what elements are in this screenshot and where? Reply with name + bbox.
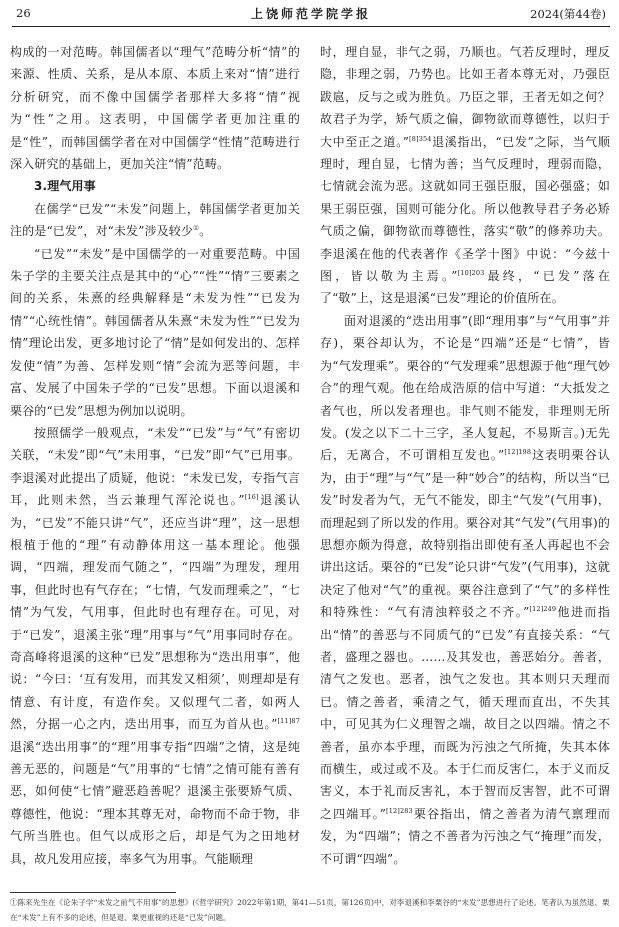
paragraph (10, 198, 300, 243)
citation-ref[interactable]: [12]249 (529, 605, 557, 614)
left-column (10, 41, 300, 870)
citation-ref[interactable]: [12]198 (504, 448, 532, 457)
page-number: 26 (16, 6, 31, 20)
paragraph-text: 退溪指出，“已发”之际，当气顺理时，理自显，七情为善；当气反理时，理弱而隐，七情就会流为恶。这就如同王强臣服，国必强盛；如果王弱臣强，国则可能分化。所以他教导君子务必矫气质之偏，御物欲而尊德性，落实“敬”的修养功夫。李退溪在他的代表著作《圣学十图》中说：“今兹十图，皆以敬为主焉。” (320, 134, 610, 284)
paragraph-text: 面对退溪的“迭出用事”(即“理用事”与“气用事”并存)，栗谷却认为，不论是“四端”还是“七情”，皆为“气发理乘”。栗谷的“气发理乘”思想源于他“理气妙合”的理气观。他在给成浩原的信中写道：“大抵发之者气也，所以发者理也。非气则不能发，非理则无所发。(发之以下二十三字，圣人复起，不易斯言。)无先后，无离合，不可谓相互发也。” (320, 313, 610, 463)
paragraph-text: 退溪认为，“已发”不能只讲“气”，还应当讲“理”，这一思想根植于他的“理”有动静体用这一基本理论。他强调，“四端，理发而气随之”，“四端”为理发，理用事，但此时也有气存在；“七情，气发而理乘之”，“七情”为气发，气用事，但此时也有理存在。可见，对于“已发”，退溪主张“理”用事与“气”用事同时存在。奇高峰将退溪的这种“已发”思想称为“迭出用事”，他说：“今曰：‘互有发用，而其发又相须’，则理却是有情意、有计度，有造作矣。又似理气二者，如两人然，分据一心之内，迭出用事，而互为首从也。” (10, 493, 301, 732)
paragraph-text: 最终，“已发”落在了“敬”上，这是退溪“已发”理论的价值所在。 (320, 269, 611, 306)
section-heading: 3.理气用事 (34, 179, 96, 194)
year-volume: 2024(第44卷) (530, 7, 606, 21)
paragraph-text: 在儒学“已发”“未发”问题上，韩国儒学者更加关注的是“已发”，对“未发”涉及较少 (10, 201, 300, 239)
footnote: ①陈来先生在《论朱子学“未发之前气不用事”的思想》(《哲学研究》2022年第1期，第41—51页，第126页)中，对李退溪和李栗谷的“未发”思想进行了论述。笔者认为虽然退、栗在“未发”上有不多的论述，但是退、栗更重视的还是“已发”问题。 (10, 898, 610, 922)
citation-ref[interactable]: [11]87 (277, 717, 300, 726)
journal-title: 上饶师范学院学报 (250, 7, 371, 21)
paragraph-text: 他进而指出“情”的善恶与不同质气的“已发”有直接关系：“气者，盛理之器也。……及其发也，善恶始分。善者，清气之发也。恶者，浊气之发也。其本则只天理而已。情之善者，乘清之气，循天理而直出，不失其中，可见其为仁义理智之端，故目之以四端。情之不善者，虽亦本乎理，而既为污浊之气所掩，失其本体而横生，或过或不及。本于仁而反害仁，本于义而反害义，本于礼而反害礼，本于智而反害智，此不可谓之四端耳。” (320, 605, 610, 821)
paragraph (10, 422, 300, 870)
footnote-marker[interactable]: ① (193, 224, 200, 233)
citation-ref[interactable]: [8]354 (409, 134, 432, 143)
paragraph-text: 时，理自显，非气之弱，乃顺也。气若反理时，理反隐，非理之弱，乃势也。比如王者本尊无对，乃强臣跋扈，反与之或为胜负。乃臣之罪，王者无如之何？故君子为学，矫气质之偏，御物欲而尊德性，以归于大中至正之道。” (320, 45, 610, 149)
paragraph: “已发”“未发”是中国儒学的一对重要范畴。中国朱子学的主要关注点是其中的“心”“性”“情”三要素之间的关系，朱熹的经典解释是“未发为性”“已发为情”“心统性情”。韩国儒者从朱熹“未发为性”“已发为情”理论出发，更多地讨论了“情”是如何发出的、怎样发使“情”为善、怎样发则“情”会流为恶等问题，丰富、发展了中国朱子学的“已发”思想。下面以退溪和栗谷的“已发”思想为例加以说明。 (10, 246, 300, 418)
citation-ref[interactable]: [16] (244, 493, 259, 502)
paragraph-text: 退溪“迭出用事”的“理”用事专指“四端”之情，这是纯善无恶的，问题是“气”用事的“七情”之情可能有善有恶，如何使“七情”避恶趋善呢？退溪主张要矫气质、尊德性，他说：“理本其尊无对，命物而不命于物，非气所当胜也。但气以成形之后，却是气为之田地材具，故凡发用应接，率多气为用事。气能顺理 (10, 739, 300, 866)
running-header (12, 2, 610, 27)
paragraph (320, 310, 610, 870)
right-column (320, 41, 610, 870)
paragraph-text: 按照儒学一般观点，“未发”“已发”与“气”有密切关联，“未发”即“气”未用事，“已发”即“气”已用事。李退溪对此提出了质疑，他说：“未发已发，专指气言耳，此则未然，当云兼理气浑沦说也。” (10, 425, 300, 508)
paragraph-continued: 构成的一对范畴。韩国儒者以“理气”范畴分析“情”的来源、性质、关系，是从本原、本质上来对“情”进行分析研究，而不像中国儒学者那样大多将“情”视为“性”之用。这表明，中国儒学者更加注重的是“性”，而韩国儒学者在对中国儒学“性情”范畴进行深入研究的基础上，更加关注“情”范畴。 (10, 45, 300, 172)
paragraph-text: 。 (199, 224, 212, 239)
paragraph-text: 栗谷指出，情之善者为清气禀理而发，为“四端”；情之不善者为污浊之气“掩理”而发，不可谓“四端”。 (320, 806, 610, 866)
footnote-divider (10, 892, 176, 893)
citation-ref[interactable]: [10]203 (457, 269, 485, 278)
paragraph-continued (320, 41, 610, 310)
paragraph-text: 这表明栗谷认为，由于“理”与“气”是一种“妙合”的结构，所以当“已发”时发者为气，无气不能发，即主“气发”(气用事)，而理起到了所以发的作用。栗谷对其“气发”(气用事)的思想亦颇为得意，故特别指出即使有圣人再起也不会讲出这话。栗谷的“已发”论只讲“气发”(气用事)，这就决定了他对“气”的重视。栗谷注意到了“气”的多样性和特殊性：“气有清浊粹驳之不齐。” (320, 448, 610, 620)
citation-ref[interactable]: [12]283 (386, 806, 413, 815)
